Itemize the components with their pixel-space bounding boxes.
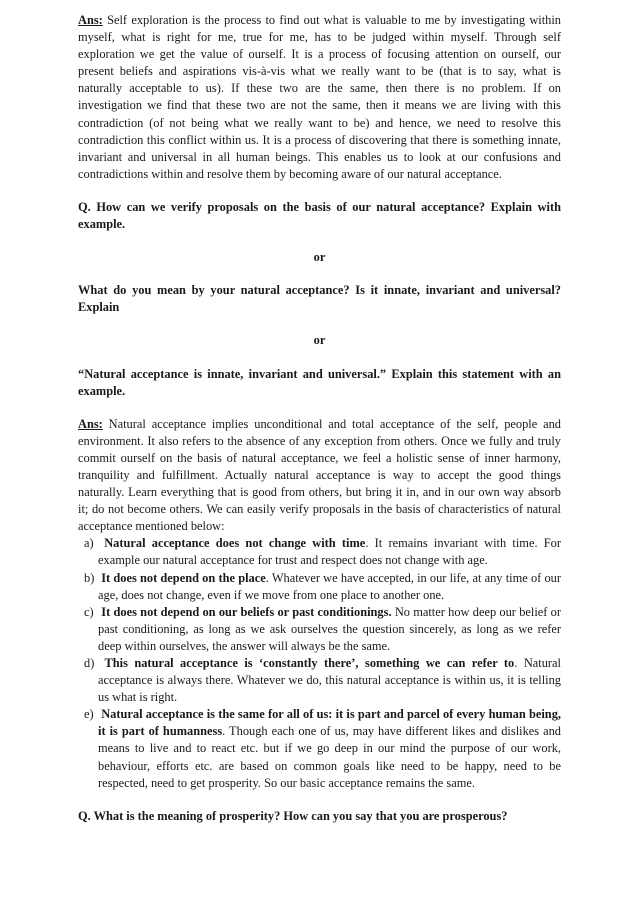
- list-marker: a): [84, 536, 94, 551]
- list-marker: c): [84, 604, 94, 619]
- list-item-heading: This natural acceptance is ‘constantly there’, something we can refer to: [104, 656, 515, 670]
- answer-natural-acceptance: [78, 416, 561, 536]
- list-marker: d): [84, 656, 95, 670]
- list-item-text: . Though each one of us, may have different likes and dislikes and means to live and to react etc. but if we go deep in our mind the purpose of our work, behaviour, efforts etc. are based on common goals like need to be happy, need to be respected, need to get prosperity. So our basic acceptance remains the same.: [98, 724, 562, 790]
- answer-label: Ans:: [78, 416, 103, 431]
- or-separator: or: [313, 333, 326, 348]
- answer-text: Self exploration is the process to find out what is valuable to me by investigating within myself, what is right for me, true for me, has to be judged within myself. Through self exploration we get the value of ourself. It is a process of focusing attention on ourself, our present beliefs and aspirations vis-à-vis what we really want to be (that is to say, what is naturally acceptable to us). If these two are the same, then there is no problem. If on investigation we find that these two are not the same, then it means we are living with this contradiction (of not being what we really want to be) and hence, we need to resolve this contradiction this conflict within us. It is a process of discovering that there is something innate, invariant and universal in all human beings. This enables us to look at our confusions and contradictions within and resolve them by becoming aware of our natural acceptance.: [78, 13, 561, 181]
- list-item: [78, 604, 561, 655]
- list-item-heading: It does not depend on our beliefs or past conditionings.: [101, 604, 392, 619]
- list-item: [78, 655, 561, 706]
- list-item-text: . Whatever we have accepted, in our life, at any time of our age, does not change, even if we move from one place to another one.: [98, 570, 561, 602]
- list-item-heading: Natural acceptance is the same for all of us: it is part and parcel of every human being, it is part of humanness: [98, 707, 561, 739]
- list-item-text: . Natural acceptance is always there. Whatever we do, this natural acceptance is within us, it is telling us what is right.: [98, 656, 561, 705]
- list-item: [78, 535, 561, 569]
- list-item-text: . It remains invariant with time. For example our natural acceptance for trust and respect does not change with age.: [98, 536, 561, 568]
- document-body: [78, 12, 561, 841]
- list-item-text: No matter how deep our belief or past conditioning, as long as we ask ourselves the question sincerely, as long as we refer deep within ourselves, the answer will always be the same.: [98, 604, 561, 653]
- list-marker: b): [84, 570, 95, 585]
- question-natural-acceptance-statement: “Natural acceptance is innate, invariant and universal.” Explain this statement with an example.: [78, 366, 561, 398]
- question-natural-acceptance-meaning: What do you mean by your natural acceptance? Is it innate, invariant and universal? Explain: [78, 283, 561, 315]
- list-item-heading: It does not depend on the place: [101, 570, 266, 585]
- list-item-heading: Natural acceptance does not change with time: [104, 536, 366, 551]
- or-separator: or: [313, 250, 326, 265]
- answer-label: Ans:: [78, 13, 103, 27]
- list-item: [78, 570, 561, 604]
- list-marker: e): [84, 707, 94, 722]
- question-verify-proposals: Q. How can we verify proposals on the basis of our natural acceptance? Explain with example.: [78, 199, 561, 232]
- list-item: [78, 706, 561, 791]
- answer-intro: Natural acceptance implies unconditional and total acceptance of the self, people and environment. It also refers to the absence of any exception from others. Once we fully and truly commit ourself on the basis of natural acceptance, we feel a holistic sense of inner harmony, tranquility and fulfillment. Actually natural acceptance is way to accept the good things naturally. Learn everything that is good from others, but bring it in, and in our own way absorb it; do not become others. We can easily verify proposals in the basis of characteristics of natural acceptance mentioned below:: [78, 416, 561, 534]
- answer-self-exploration: [78, 12, 561, 183]
- characteristics-list: [78, 535, 561, 791]
- question-prosperity: Q. What is the meaning of prosperity? How can you say that you are prosperous?: [78, 808, 508, 823]
